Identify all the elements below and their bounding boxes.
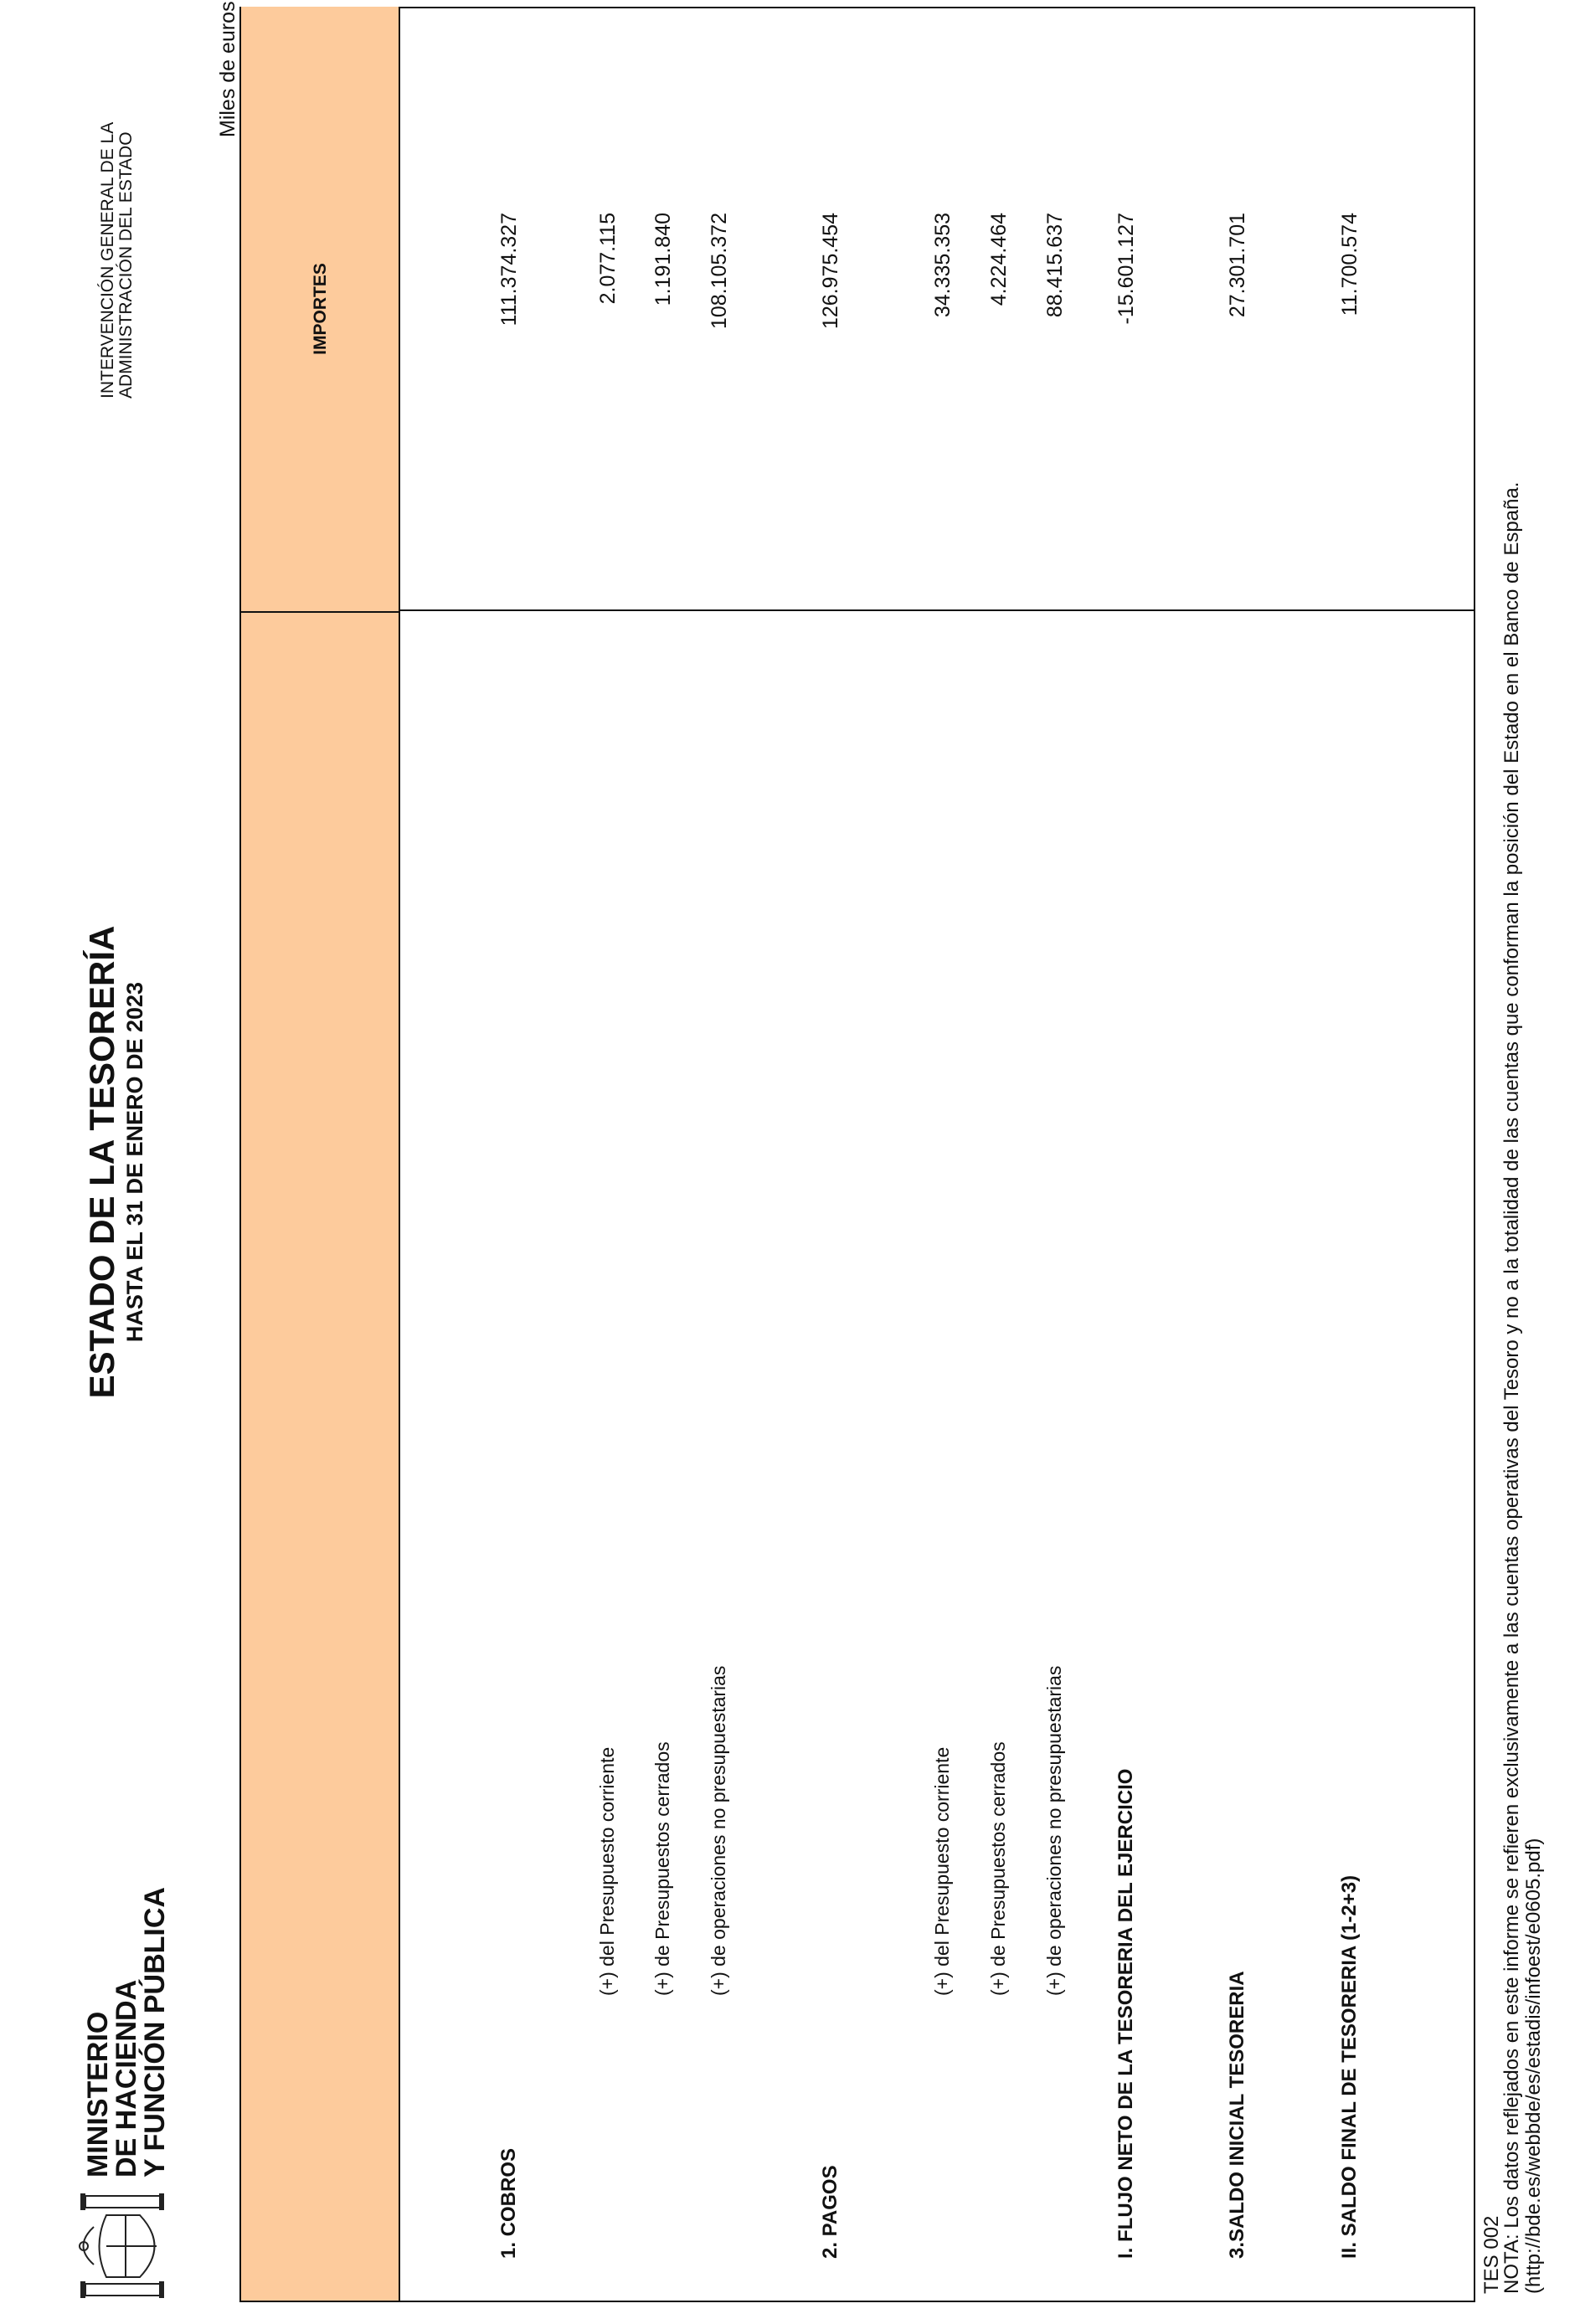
treasury-table: [239, 7, 1475, 2302]
table-row-label: I. FLUJO NETO DE LA TESORERIA DEL EJERCICIO: [1114, 1768, 1137, 2259]
table-row-value: 1.191.840: [651, 213, 675, 306]
table-row-label: (+) de operaciones no presupuestarias: [708, 1665, 729, 1996]
footer-note: NOTA: Los datos reflejados en este informe se refieren exclusivamente a las cuentas operativas del Tesoro y no a la totalidad de las cuentas que conforman la posición del Estado en el Banco de España.: [1500, 481, 1523, 2294]
report-code: TES 002: [1480, 2215, 1503, 2294]
table-row-value: 2.077.115: [596, 213, 620, 305]
table-header-amount: [241, 7, 400, 611]
table-row-value: -15.601.127: [1114, 213, 1138, 325]
table-row-label: 2. PAGOS: [819, 2165, 841, 2259]
ministry-line: MINISTERIO: [82, 2011, 114, 2177]
agency-line: INTERVENCIÓN GENERAL DE LA: [98, 121, 117, 398]
table-row-value: 88.415.637: [1043, 213, 1067, 318]
agency-name: [99, 122, 136, 398]
table-row-value: 111.374.327: [497, 213, 521, 326]
table-row-label: (+) del Presupuesto corriente: [596, 1746, 618, 1996]
amount-header-label: IMPORTES: [311, 263, 330, 355]
table-row-label: (+) del Presupuesto corriente: [931, 1746, 953, 1996]
table-row-label: (+) de Presupuestos cerrados: [987, 1741, 1009, 1996]
table-row-value: 11.700.574: [1338, 213, 1361, 316]
units-label: Miles de euros: [216, 1, 239, 137]
agency-line: ADMINISTRACIÓN DEL ESTADO: [116, 131, 136, 398]
ministry-line: DE HACIENDA: [111, 1979, 142, 2177]
table-row-value: 108.105.372: [708, 213, 731, 330]
table-header-concept: [241, 611, 400, 2301]
column-divider: [400, 609, 1474, 611]
table-row-value: 34.335.353: [931, 213, 955, 318]
table-row-label: 3.SALDO INICIAL TESORERIA: [1226, 1971, 1248, 2259]
table-row-label: II. SALDO FINAL DE TESORERIA (1-2+3): [1338, 1874, 1361, 2259]
table-row-label: 1. COBROS: [497, 2147, 520, 2259]
ministry-line: Y FUNCIÓN PÚBLICA: [139, 1887, 171, 2177]
table-row-value: 27.301.701: [1226, 213, 1249, 318]
table-row-label: (+) de Presupuestos cerrados: [651, 1741, 673, 1996]
page-title: ESTADO DE LA TESORERÍA: [82, 925, 121, 1399]
footer-link: (http://bde.es/webbde/es/estadis/infoest/e0605.pdf): [1522, 1838, 1545, 2294]
table-row-value: 126.975.454: [819, 213, 842, 330]
page-subtitle: HASTA EL 31 DE ENERO DE 2023: [122, 981, 147, 1343]
table-row-value: 4.224.464: [987, 213, 1011, 306]
table-row-label: (+) de operaciones no presupuestarias: [1043, 1665, 1065, 1996]
